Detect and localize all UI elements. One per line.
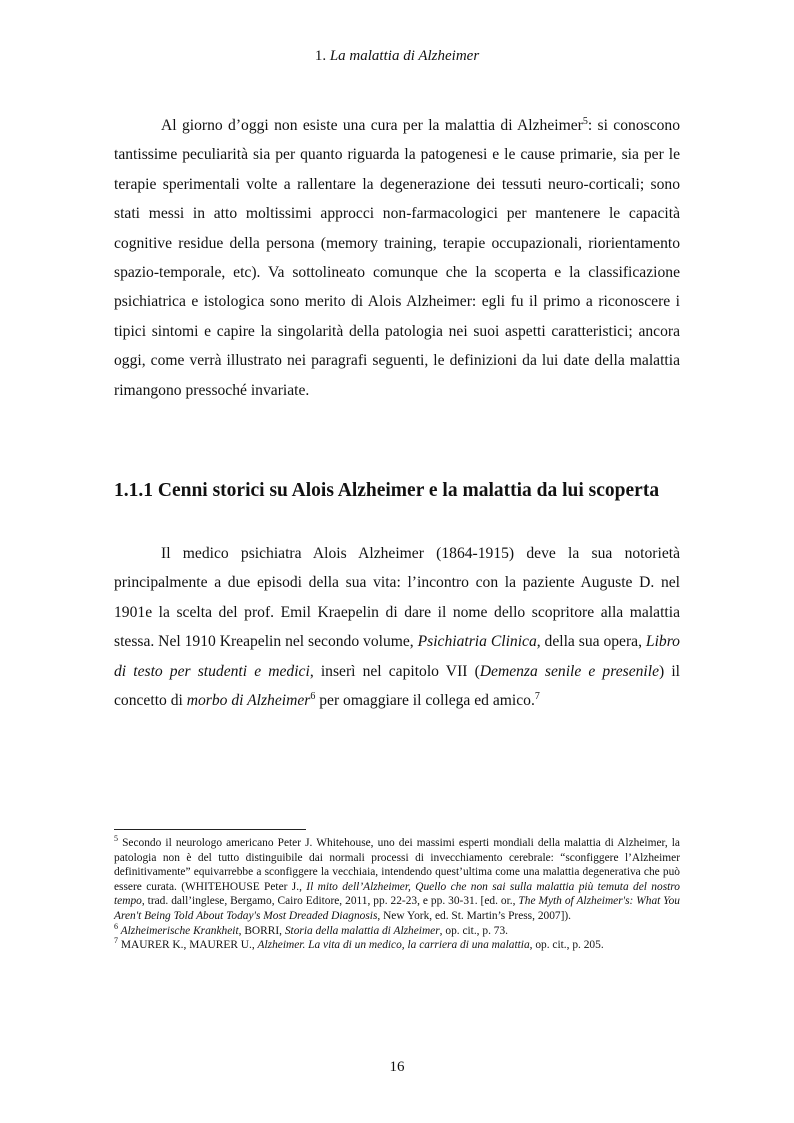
paragraph-intro: Al giorno d’oggi non esiste una cura per la malattia di Alzheimer$^5$: si conoscono tantissime peculiarità sia per quanto riguarda la patogenesi e le cause primarie, sia per le terapie sperimentali volte a rallentare la degenerazione dei tessuti neuro-corticali; sono stati messi in atto moltissimi approcci non-farmacologici per mantenere le capacità cognitive residue della persona (memory training, terapie occupazionali, riorientamento spazio-temporale, etc). Va sottolineato comunque che la scoperta e la classificazione psichiatrica e istologica sono merito di Alois Alzheimer: egli fu il primo a riconoscere i tipici sintomi e capire la singolarità della patologia nei suoi aspetti caratteristici; ancora oggi, come verrà illustrato nei paragrafi seguenti, le definizioni da lui date della malattia rimangono pressoché invariate. [114, 115, 680, 399]
page-number: 16 [389, 1059, 405, 1075]
footnote-ref-7[interactable]: 7 [534, 690, 540, 702]
footnote-5: $^5$ Secondo il neurologo americano Peter J. Whitehouse, uno dei massimi esperti mondiali della malattia di Alzheimer, la patologia non è del tutto distinguibile dai normali processi di invecchiamento cerebrale: “sconfiggere l’Alzheimer definitivamente” equivarrebbe a sconfiggere la vecchiaia, intendendo quest’ultima come una malattia degenerativa che può essere curata. (WHITEHOUSE Peter J., Il mito dell’Alzheimer, Quello che non sai sulla malattia più temuta del nostro tempo, trad. dall’inglese, Bergamo, Cairo Editore, 2011, pp. 22-23, e pp. 30-31. [ed. or., The Myth of Alzheimer's: What You Aren't Being Told About Today's Most Dreaded Diagnosis, New York, ed. St. Martin’s Press, 2007]). [114, 834, 680, 922]
footnote-ref-6[interactable]: 6 [310, 690, 316, 702]
footnote-7: $^7$ MAURER K., MAURER U., Alzheimer. La vita di un medico, la carriera di una malattia, op. cit., p. 205. [114, 936, 604, 952]
paragraph-history: Il medico psichiatra Alois Alzheimer (1864-1915) deve la sua notorietà principalmente a due episodi della sua vita: l’incontro con la paziente Auguste D. nel 1901e la scelta del prof. Emil Kraepelin di dare il nome dello scopritore alla malattia stessa. Nel 1910 Kreapelin nel secondo volume, Psichiatria Clinica, della sua opera, Libro di testo per studenti e medici, inserì nel capitolo VII (Demenza senile e presenile) il concetto di morbo di Alzheimer$^6$ per omaggiare il collega ed amico.$^7$ [114, 545, 680, 710]
chapter-title: La malattia di Alzheimer [329, 48, 480, 64]
footnotes [114, 836, 680, 953]
footnote-separator [114, 829, 306, 830]
footnote-ref-5[interactable]: 5 [582, 115, 588, 127]
footnote-6: $^6$ Alzheimerische Krankheit, BORRI, Storia della malattia di Alzheimer, op. cit., p. 73. [114, 921, 509, 937]
chapter-number: 1. [314, 48, 327, 64]
running-header [0, 48, 794, 65]
section-heading: 1.1.1 Cenni storici su Alois Alzheimer e la malattia da lui scoperta [114, 480, 660, 501]
